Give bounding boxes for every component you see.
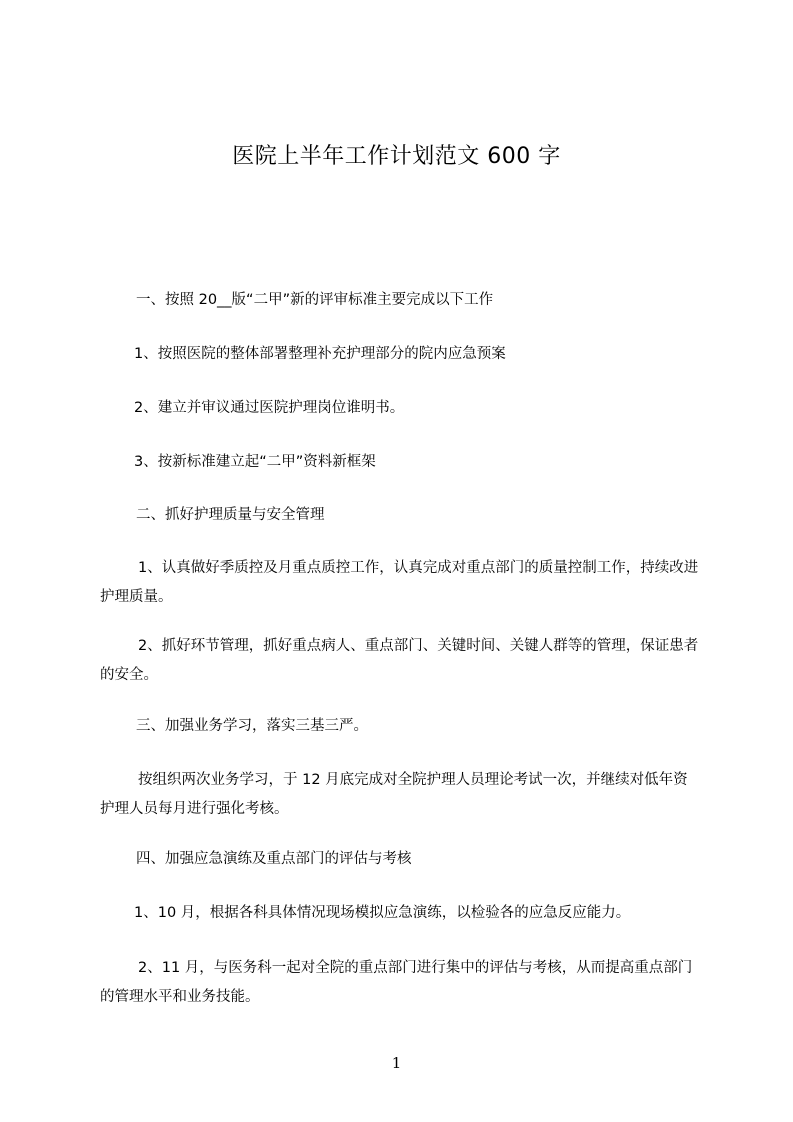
page-number: 1 bbox=[391, 1054, 402, 1072]
paragraph-item-1-3: 3、按新标准建立起“二甲”资料新框架 bbox=[134, 454, 376, 470]
paragraph-item-1-2: 2、建立并审议通过医院护理岗位谁明书。 bbox=[134, 400, 405, 416]
paragraph-item-2-1: 1、认真做好季质控及月重点质控工作，认真完成对重点部门的质量控制工作，持续改进护理质量。 bbox=[100, 560, 699, 605]
paragraph-section-3-heading: 三、加强业务学习，落实三基三严。 bbox=[136, 718, 368, 734]
paragraph-item-4-2: 2、11 月，与医务科一起对全院的重点部门进行集中的评估与考核，从而提高重点部门的管理水平和业务技能。 bbox=[100, 960, 693, 1005]
paragraph-section-3-body: 按组织两次业务学习，于 12 月底完成对全院护理人员理论考试一次，并继续对低年资护理人员每月进行强化考核。 bbox=[100, 772, 688, 817]
paragraph-section-4-heading: 四、加强应急演练及重点部门的评估与考核 bbox=[136, 851, 412, 867]
document-title: 医院上半年工作计划范文 600 字 bbox=[232, 144, 561, 169]
paragraph-item-4-1: 1、10 月，根据各科具体情况现场模拟应急演练，以检验各的应急反应能力。 bbox=[134, 905, 631, 921]
paragraph-item-2-2: 2、抓好环节管理，抓好重点病人、重点部门、关键时间、关键人群等的管理，保证患者的安全。 bbox=[100, 638, 699, 683]
paragraph-section-2-heading: 二、抓好护理质量与安全管理 bbox=[136, 507, 325, 523]
paragraph-section-1-heading: 一、按照 20__版“二甲”新的评审标准主要完成以下工作 bbox=[136, 292, 494, 308]
paragraph-item-1-1: 1、按照医院的整体部署整理补充护理部分的院内应急预案 bbox=[134, 346, 506, 362]
